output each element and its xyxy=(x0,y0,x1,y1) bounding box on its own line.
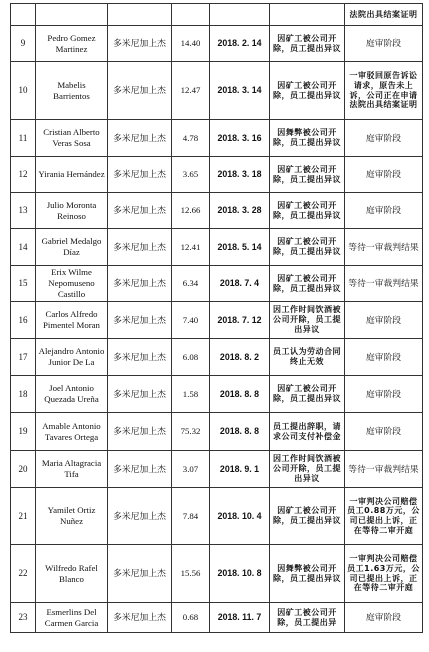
case-status: 庭审阶段 xyxy=(345,603,423,633)
filing-date: 2018. 10. 4 xyxy=(210,488,270,545)
company-location: 多米尼加上杰 xyxy=(108,451,172,488)
claim-amount: 12.66 xyxy=(172,193,210,229)
company-location: 多米尼加上杰 xyxy=(108,603,172,633)
litigation-table xyxy=(10,3,423,633)
employee-name: Pedro Gomez Martinez xyxy=(36,26,108,62)
dispute-reason: 员工提出辞职，请求公司支付补偿金 xyxy=(270,413,345,451)
company-location: 多米尼加上杰 xyxy=(108,376,172,413)
employee-name: Yirania Hernández xyxy=(36,157,108,193)
employee-name: Wilfredo Rafel Blanco xyxy=(36,545,108,603)
case-status: 庭审阶段 xyxy=(345,120,423,157)
case-status: 一审驳回原告诉讼请求，原告未上诉，公司正在申请法院出具结案证明 xyxy=(345,62,423,120)
case-status: 庭审阶段 xyxy=(345,376,423,413)
dispute-reason: 因矿工被公司开除，员工提出异议 xyxy=(270,157,345,193)
filing-date: 2018. 3. 18 xyxy=(210,157,270,193)
row-number: 15 xyxy=(11,266,36,302)
row-number: 20 xyxy=(11,451,36,488)
filing-date: 2018. 7. 4 xyxy=(210,266,270,302)
claim-amount: 75.32 xyxy=(172,413,210,451)
dispute-reason: 员工认为劳动合同终止无效 xyxy=(270,339,345,376)
claim-amount: 15.56 xyxy=(172,545,210,603)
claim-amount: 6.34 xyxy=(172,266,210,302)
company-location: 多米尼加上杰 xyxy=(108,157,172,193)
table-row xyxy=(11,229,423,266)
case-status: 一审判决公司赔偿员工0.88万元，公司已提出上诉，正在等待二审开庭 xyxy=(345,488,423,545)
claim-amount: 3.65 xyxy=(172,157,210,193)
row-number: 18 xyxy=(11,376,36,413)
employee-name: Julio Moronta Reinoso xyxy=(36,193,108,229)
row-number: 19 xyxy=(11,413,36,451)
filing-date: 2018. 8. 8 xyxy=(210,376,270,413)
dispute-reason: 因矿工被公司开除，员工提出异议 xyxy=(270,376,345,413)
row-number: 14 xyxy=(11,229,36,266)
table-row xyxy=(11,451,423,488)
case-status: 等待一审裁判结果 xyxy=(345,229,423,266)
dispute-reason: 因矿工被公司开除，员工提出异议 xyxy=(270,488,345,545)
filing-date: 2018. 7. 12 xyxy=(210,302,270,339)
dispute-reason: 因舞弊被公司开除，员工提出异议 xyxy=(270,545,345,603)
company-location: 多米尼加上杰 xyxy=(108,193,172,229)
dispute-reason: 因矿工被公司开除，员工提出异议 xyxy=(270,266,345,302)
claim-amount: 12.47 xyxy=(172,62,210,120)
table-row xyxy=(11,266,423,302)
company-location: 多米尼加上杰 xyxy=(108,488,172,545)
case-status: 庭审阶段 xyxy=(345,413,423,451)
row-number: 13 xyxy=(11,193,36,229)
employee-name: Gabriel Medalgo Díaz xyxy=(36,229,108,266)
row-number: 12 xyxy=(11,157,36,193)
employee-name: Alejandro Antonio Junior De La xyxy=(36,339,108,376)
company-location: 多米尼加上杰 xyxy=(108,266,172,302)
case-status: 庭审阶段 xyxy=(345,26,423,62)
dispute-reason: 因矿工被公司开除，员工提出异议 xyxy=(270,62,345,120)
row-number: 16 xyxy=(11,302,36,339)
filing-date: 2018. 8. 2 xyxy=(210,339,270,376)
company-location: 多米尼加上杰 xyxy=(108,339,172,376)
claim-amount: 1.58 xyxy=(172,376,210,413)
dispute-reason: 因矿工被公司开除，员工提出异议 xyxy=(270,26,345,62)
status-cell: 法院出具结案证明 xyxy=(345,4,423,26)
employee-name: Cristian Alberto Veras Sosa xyxy=(36,120,108,157)
dispute-reason: 因工作时间饮酒被公司开除，员工提出异议 xyxy=(270,451,345,488)
claim-amount: 6.08 xyxy=(172,339,210,376)
employee-name: Esmerlins Del Carmen Garcia xyxy=(36,603,108,633)
claim-amount: 0.68 xyxy=(172,603,210,633)
claim-amount: 7.84 xyxy=(172,488,210,545)
table-row xyxy=(11,603,423,633)
employee-name: Amable Antonio Tavares Ortega xyxy=(36,413,108,451)
filing-date: 2018. 2. 14 xyxy=(210,26,270,62)
claim-amount: 4.78 xyxy=(172,120,210,157)
table-row xyxy=(11,413,423,451)
company-location: 多米尼加上杰 xyxy=(108,26,172,62)
row-number: 9 xyxy=(11,26,36,62)
employee-name: Erix Wilme Nepomuseno Castillo xyxy=(36,266,108,302)
company-location: 多米尼加上杰 xyxy=(108,62,172,120)
table-row xyxy=(11,157,423,193)
row-number: 21 xyxy=(11,488,36,545)
row-number: 23 xyxy=(11,603,36,633)
company-location: 多米尼加上杰 xyxy=(108,120,172,157)
dispute-reason: 因舞弊被公司开除，员工提出异议 xyxy=(270,120,345,157)
case-status: 庭审阶段 xyxy=(345,193,423,229)
dispute-reason: 因矿工被公司开除，员工提出异议 xyxy=(270,193,345,229)
claim-amount: 3.07 xyxy=(172,451,210,488)
row-number: 17 xyxy=(11,339,36,376)
table-row xyxy=(11,120,423,157)
row-number: 11 xyxy=(11,120,36,157)
row-number: 22 xyxy=(11,545,36,603)
filing-date: 2018. 8. 8 xyxy=(210,413,270,451)
case-status: 庭审阶段 xyxy=(345,302,423,339)
employee-name: Carlos Alfredo Pimentel Moran xyxy=(36,302,108,339)
table-row xyxy=(11,302,423,339)
table-row xyxy=(11,376,423,413)
company-location: 多米尼加上杰 xyxy=(108,545,172,603)
case-status: 庭审阶段 xyxy=(345,339,423,376)
company-location: 多米尼加上杰 xyxy=(108,413,172,451)
case-status: 等待一审裁判结果 xyxy=(345,266,423,302)
case-status: 等待一审裁判结果 xyxy=(345,451,423,488)
filing-date: 2018. 11. 7 xyxy=(210,603,270,633)
filing-date: 2018. 9. 1 xyxy=(210,451,270,488)
row-number: 10 xyxy=(11,62,36,120)
employee-name: Maria Altagracia Tifa xyxy=(36,451,108,488)
table-row xyxy=(11,62,423,120)
claim-amount: 14.40 xyxy=(172,26,210,62)
dispute-reason: 因工作时间饮酒被公司开除，员工提出异议 xyxy=(270,302,345,339)
employee-name: Yamilet Ortiz Nuñez xyxy=(36,488,108,545)
filing-date: 2018. 3. 14 xyxy=(210,62,270,120)
claim-amount: 12.41 xyxy=(172,229,210,266)
company-location: 多米尼加上杰 xyxy=(108,229,172,266)
filing-date: 2018. 3. 16 xyxy=(210,120,270,157)
filing-date: 2018. 10. 8 xyxy=(210,545,270,603)
dispute-reason: 因矿工被公司开除，员工提出异议 xyxy=(270,229,345,266)
dispute-reason: 因矿工被公司开除，员工提出异 xyxy=(270,603,345,633)
claim-amount: 7.40 xyxy=(172,302,210,339)
table-row xyxy=(11,26,423,62)
filing-date: 2018. 5. 14 xyxy=(210,229,270,266)
case-status: 庭审阶段 xyxy=(345,157,423,193)
employee-name: Mabelis Barrientos xyxy=(36,62,108,120)
filing-date: 2018. 3. 28 xyxy=(210,193,270,229)
company-location: 多米尼加上杰 xyxy=(108,302,172,339)
table-row xyxy=(11,339,423,376)
table-row xyxy=(11,193,423,229)
employee-name: Joel Antonio Quezada Ureña xyxy=(36,376,108,413)
table-row xyxy=(11,4,423,26)
table-row xyxy=(11,488,423,545)
case-status: 一审判决公司赔偿员工1.63万元，公司已提出上诉，正在等待二审开庭 xyxy=(345,545,423,603)
table-row xyxy=(11,545,423,603)
